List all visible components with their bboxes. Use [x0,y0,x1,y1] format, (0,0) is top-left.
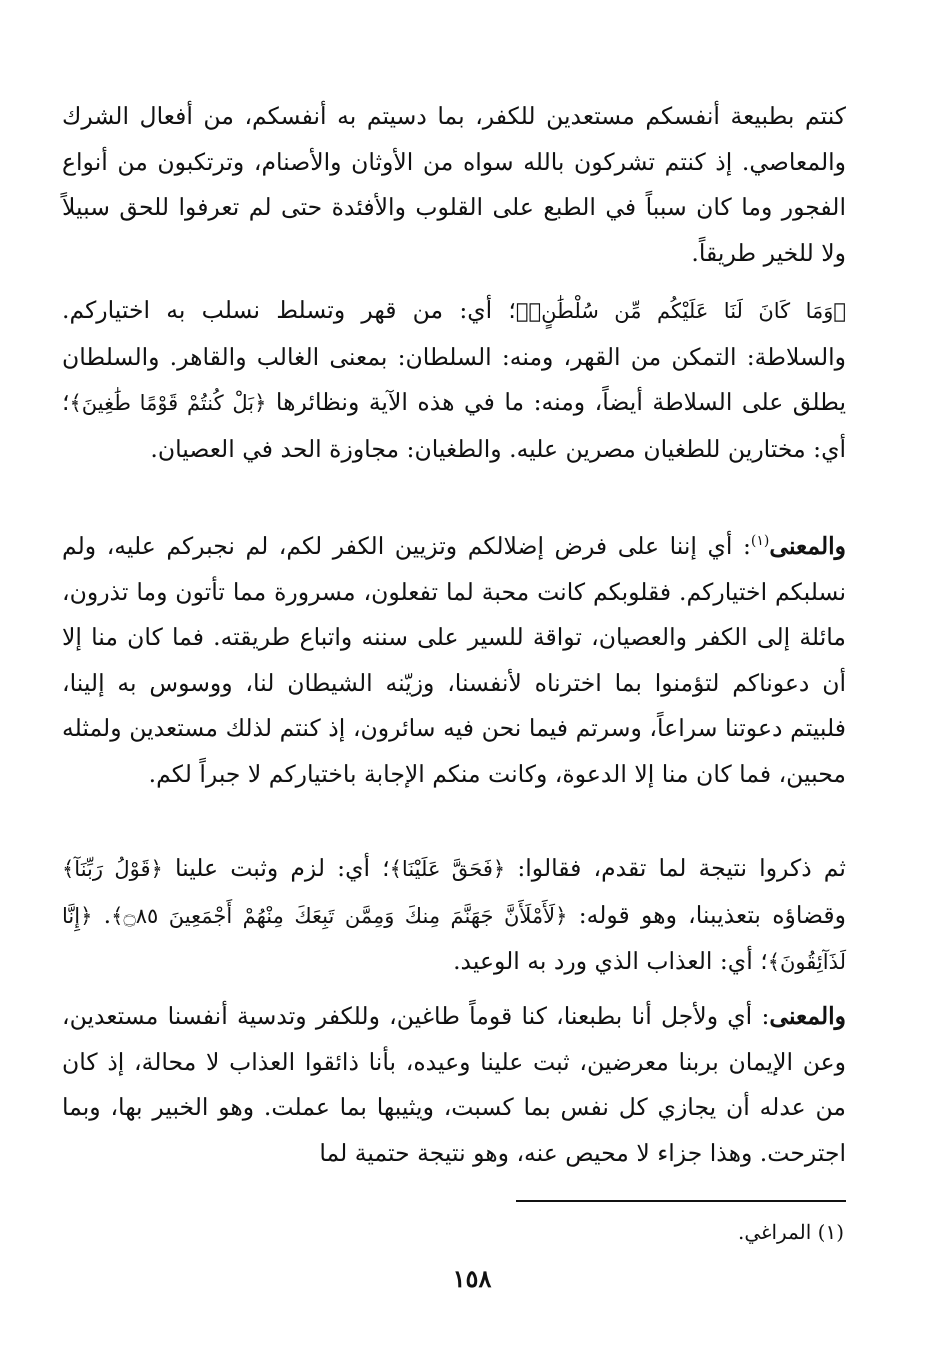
paragraph-5 [62,994,846,1176]
footnote-reference: (١) [750,533,770,550]
quran-verse: ﴿بَلْ كُنتُمْ قَوْمًا طَٰغِينَ﴾ [69,391,267,415]
page-number: ١٥٨ [452,1264,492,1293]
paragraph-text: : أي إننا على فرض إضلالكم وتزيين الكفر لكم، لم نجبركم عليه، ولم نسلبكم اختياركم. فقلوبكم كانت محبة لما تفعلون، مسرورة مما تأتون وما تذرون، مائلة إلى الكفر والعصيان، تواقة للسير على سننه واتباع طريقته. فما كان منا إلا أن دعوناكم لتؤمنوا بما اخترناه لأنفسنا، وزيّنه الشيطان لنا، ووسوس به إلينا، فلبيتم دعوتنا سراعاً، وسرتم فيما نحن فيه سائرون، إذ كنتم لذلك مستعدين ولمثله محبين، فما كان منا إلا الدعوة، وكانت منكم الإجابة باختياركم لا جبراً لكم. [62,532,846,788]
quran-verse: ﴿إِنَّا لَذَآئِقُونَ﴾ [62,903,846,974]
lead-word: والمعنى [769,532,846,560]
paragraph-2 [62,288,846,472]
quran-verse: ﴿فَحَقَّ عَلَيْنَا﴾ [389,857,506,881]
footnote-divider [516,1200,846,1202]
quran-verse: ﴿قَوْلُ رَبِّنَآ﴾ [62,857,163,881]
paragraph-text: ؛ أي: العذاب الذي ورد به الوعيد. [453,947,768,975]
paragraph-text: : أي ولأجل أنا بطبعنا، كنا قوماً طاغين، وللكفر وتدسية أنفسنا مستعدين، وعن الإيمان بربنا معرضين، ثبت علينا وعيده، بأنا ذائقوا العذاب لا محالة، إذ كان من عدله أن يجازي كل نفس بما كسبت، ويثيبها بما عملت. وهو الخبير بها، وبما اجترحت. وهذا جزاء لا محيص عنه، وهو نتيجة حتمية لما [62,1002,846,1167]
quran-verse: ﴿لَأَمْلَأَنَّ جَهَنَّمَ مِنكَ وَمِمَّن تَبِعَكَ مِنْهُمْ أَجْمَعِينَ ۝٨٥﴾ [111,903,568,928]
paragraph-text: ؛ أي: لزم وثبت علينا [174,854,390,882]
footnote-marker: (١) [817,1220,844,1244]
paragraph-3 [62,524,846,797]
paragraph-text: ؛ أي: من قهر وتسلط نسلب به اختياركم. والسلاطة: التمكن من القهر، ومنه: السلطان: بمعنى الغالب والقاهر. والسلطان يطلق على السلاطة أيضاً، ومنه: ما في هذه الآية ونظائرها [62,296,846,416]
footnote [500,1216,844,1248]
paragraph-text: . [103,900,112,929]
quran-verse: ﴿وَمَا كَانَ لَنَا عَلَيْكُم مِّن سُلْطَٰنٍۭ﴾ [515,299,847,323]
paragraph-1 [62,94,846,276]
paragraph-4 [62,846,846,986]
footnote-text: المراغي. [737,1220,812,1244]
paragraph-text: وقضاؤه بتعذيبنا، وهو قوله: [578,900,846,929]
lead-word: والمعنى [769,1002,846,1030]
paragraph-text: ؛ أي: مختارين للطغيان مصرين عليه. والطغيان: مجاوزة الحد في العصيان. [62,388,846,463]
paragraph-text: كنتم بطبيعة أنفسكم مستعدين للكفر، بما دسيتم به أنفسكم، من أفعال الشرك والمعاصي. إذ كنتم تشركون بالله سواه من الأوثان والأصنام، وترتكبون من أنواع الفجور وما كان سبباً في الطبع على القلوب والأفئدة حتى لم تعرفوا للحق سبيلاً ولا للخير طريقاً. [62,102,846,267]
paragraph-text: ثم ذكروا نتيجة لما تقدم، فقالوا: [517,854,846,882]
